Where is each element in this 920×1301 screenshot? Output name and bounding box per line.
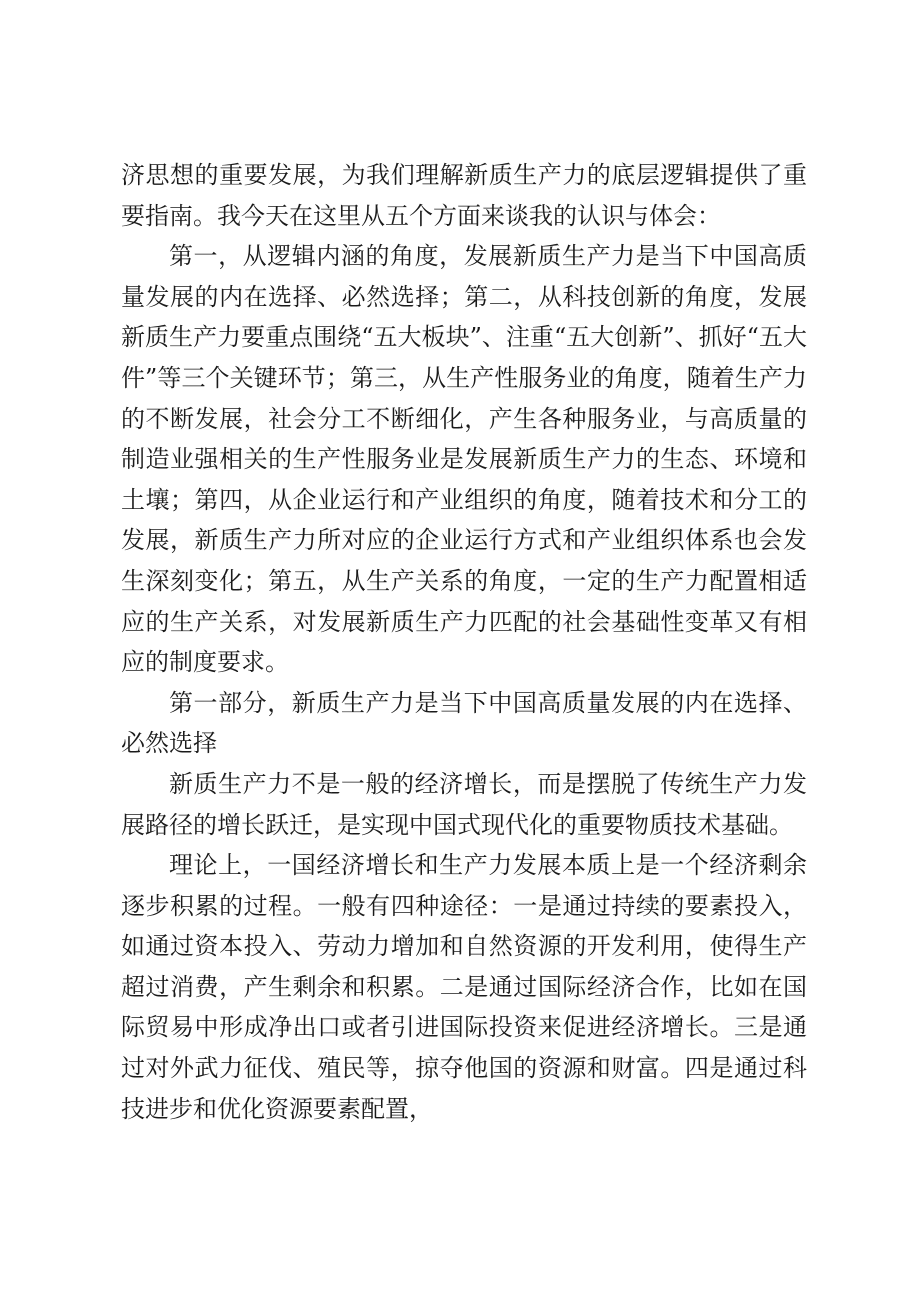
section-heading-part-one: 第一部分，新质生产力是当下中国高质量发展的内在选择、必然选择 (121, 688, 807, 758)
paragraph-theory: 理论上，一国经济增长和生产力发展本质上是一个经济剩余逐步积累的过程。一般有四种途径：一是通过持续的要素投入，如通过资本投入、劳动力增加和自然资源的开发利用，使得生产超过消费，产生剩余和积累。二是通过国际经济合作，比如在国际贸易中形成净出口或者引进国际投资来促进经济增长。三是通过对外武力征伐、殖民等，掠夺他国的资源和财富。四是通过科技进步和优化资源要素配置， (121, 851, 807, 1123)
paragraph-continuation: 济思想的重要发展，为我们理解新质生产力的底层逻辑提供了重要指南。我今天在这里从五个方面来谈我的认识与体会： (121, 161, 807, 230)
paragraph-definition: 新质生产力不是一般的经济增长，而是摆脱了传统生产力发展路径的增长跃迁，是实现中国式现代化的重要物质技术基础。 (121, 769, 807, 839)
document-body (121, 155, 807, 1129)
paragraph-overview: 第一，从逻辑内涵的角度，发展新质生产力是当下中国高质量发展的内在选择、必然选择；第二，从科技创新的角度，发展新质生产力要重点围绕“五大板块”、注重“五大创新”、抓好“五大件”等三个关键环节；第三，从生产性服务业的角度，随着生产力的不断发展，社会分工不断细化，产生各种服务业，与高质量的制造业强相关的生产性服务业是发展新质生产力的生态、环境和土壤；第四，从企业运行和产业组织的角度，随着技术和分工的发展，新质生产力所对应的企业运行方式和产业组织体系也会发生深刻变化；第五，从生产关系的角度，一定的生产力配置相适应的生产关系，对发展新质生产力匹配的社会基础性变革又有相应的制度要求。 (121, 242, 807, 677)
